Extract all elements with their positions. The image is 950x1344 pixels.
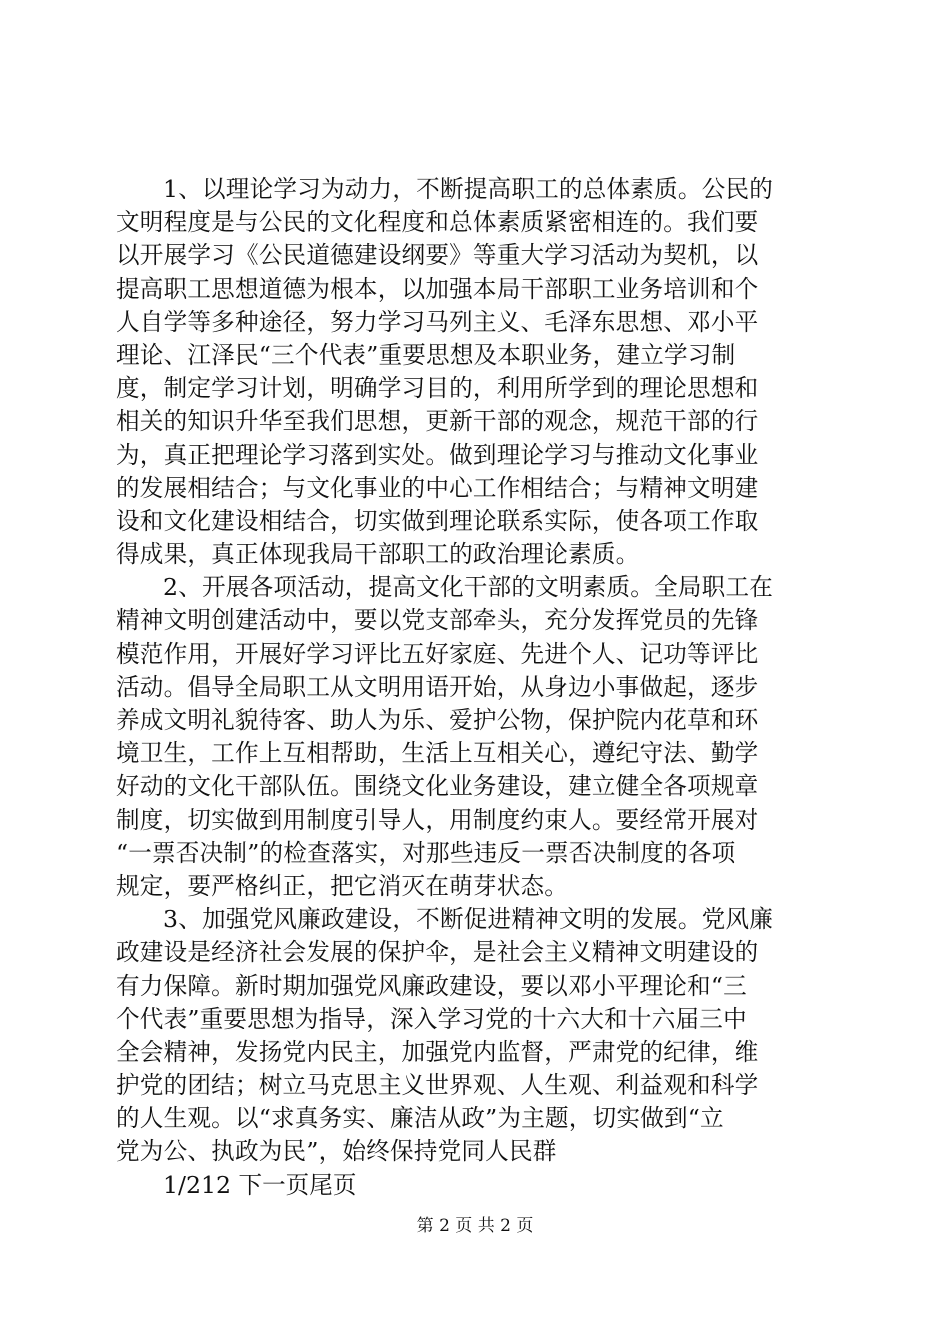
paragraph-line: 1、以理论学习为动力，不断提高职工的总体素质。公民的 [163, 175, 774, 203]
paragraph-line: 相关的知识升华至我们思想，更新干部的观念，规范干部的行 [116, 407, 759, 436]
paragraph-line: 人自学等多种途径，努力学习马列主义、毛泽东思想、邓小平 [116, 307, 759, 336]
paragraph-line: 提高职工思想道德为根本，以加强本局干部职工业务培训和个 [116, 274, 759, 303]
paragraph-line: 活动。倡导全局职工从文明用语开始，从身边小事做起，逐步 [116, 672, 759, 701]
paragraph-line: 党为公、执政为民”，始终保持党同人民群 [116, 1137, 557, 1166]
paragraph-line: 设和文化建设相结合，切实做到理论联系实际，使各项工作取 [116, 506, 759, 535]
paragraph-line: 得成果，真正体现我局干部职工的政治理论素质。 [116, 540, 640, 569]
paragraph-line: 模范作用，开展好学习评比五好家庭、先进个人、记功等评比 [116, 639, 759, 668]
paragraph-line: 精神文明创建活动中，要以党支部牵头，充分发挥党员的先锋 [116, 606, 759, 635]
paragraph-line: 理论、江泽民“三个代表”重要思想及本职业务，建立学习制 [116, 340, 736, 369]
pagination [116, 1169, 836, 1202]
page-footer [0, 1215, 950, 1237]
paragraph-2 [116, 571, 836, 903]
paragraph-line: 个代表”重要思想为指导，深入学习党的十六大和十六届三中 [116, 1004, 747, 1033]
paragraph-line: 制度，切实做到用制度引导人，用制度约束人。要经常开展对 [116, 805, 759, 834]
paragraph-line: 境卫生，工作上互相帮助，生活上互相关心，遵纪守法、勤学 [116, 739, 759, 768]
paragraph-line: 全会精神，发扬党内民主，加强党内监督，严肃党的纪律，维 [116, 1037, 759, 1066]
paragraph-line: 养成文明礼貌待客、助人为乐、爱护公物，保护院内花草和环 [116, 706, 759, 734]
paragraph-line: 2、开展各项活动，提高文化干部的文明素质。全局职工在 [163, 573, 774, 602]
paragraph-line: 度，制定学习计划，明确学习目的，利用所学到的理论思想和 [116, 374, 759, 403]
last-page-link[interactable]: 尾页 [309, 1170, 357, 1199]
paragraph-line: 有力保障。新时期加强党风廉政建设，要以邓小平理论和“三 [116, 971, 747, 1000]
paragraph-line: “一票否决制”的检查落实，对那些违反一票否决制度的各项 [116, 838, 736, 867]
paragraph-line: 的人生观。以“求真务实、廉洁从政”为主题，切实做到“立 [116, 1104, 724, 1133]
paragraph-line: 3、加强党风廉政建设，不断促进精神文明的发展。党风廉 [163, 905, 774, 934]
paragraph-line: 政建设是经济社会发展的保护伞，是社会主义精神文明建设的 [116, 938, 759, 967]
paragraph-line: 好动的文化干部队伍。围绕文化业务建设，建立健全各项规章 [116, 772, 759, 801]
paragraph-line: 以开展学习《公民道德建设纲要》等重大学习活动为契机，以 [116, 241, 759, 270]
paragraph-1 [116, 173, 836, 571]
next-page-link[interactable]: 下一页 [238, 1170, 310, 1199]
paragraph-line: 文明程度是与公民的文化程度和总体素质紧密相连的。我们要 [116, 208, 759, 237]
page-indicator: 1/212 [163, 1170, 231, 1199]
paragraph-3 [116, 903, 836, 1169]
page-number-label: 第 2 页 共 2 页 [416, 1216, 534, 1236]
paragraph-line: 护党的团结；树立马克思主义世界观、人生观、利益观和科学 [116, 1071, 759, 1100]
paragraph-line: 规定，要严格纠正，把它消灭在萌芽状态。 [116, 871, 569, 900]
document-body [116, 173, 836, 1202]
paragraph-line: 为，真正把理论学习落到实处。做到理论学习与推动文化事业 [116, 440, 759, 469]
paragraph-line: 的发展相结合；与文化事业的中心工作相结合；与精神文明建 [116, 473, 759, 502]
